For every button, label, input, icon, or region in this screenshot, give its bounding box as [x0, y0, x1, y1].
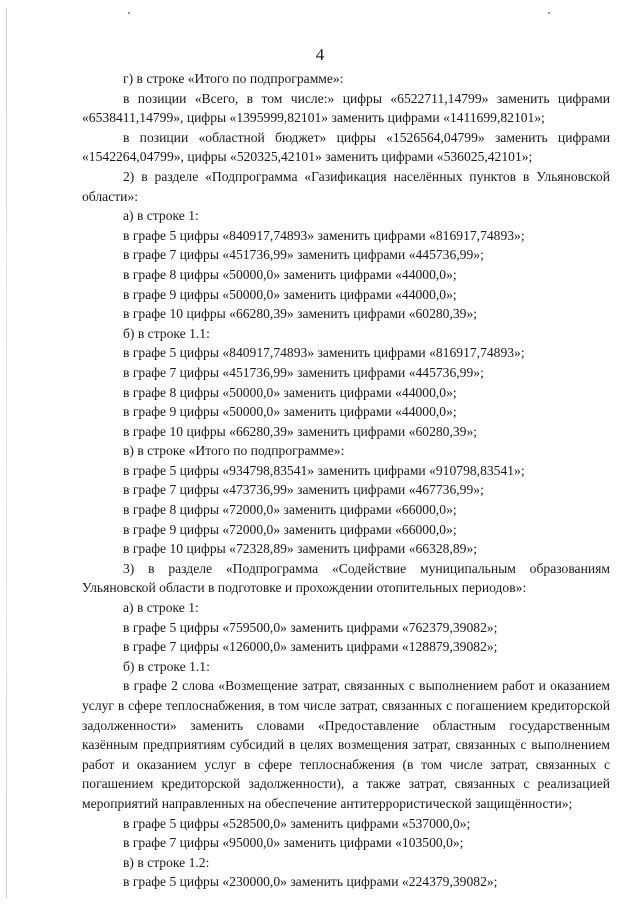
paragraph: в графе 9 цифры «50000,0» заменить цифрами «44000,0»; [123, 286, 457, 302]
paragraph: в графе 7 цифры «95000,0» заменить цифрами «103500,0»; [123, 835, 464, 851]
paragraph: в позиции «Всего, в том числе:» цифры «6522711,14799» заменить цифрами «6538411,14799», цифры «1395999,82101» заменить цифрами «1411699,82101»; [82, 90, 610, 126]
paragraph: в графе 10 цифры «72328,89» заменить цифрами «66328,89»; [123, 541, 478, 557]
paragraph: в графе 5 цифры «934798,83541» заменить цифрами «910798,83541»; [123, 462, 525, 478]
paragraph: в графе 5 цифры «840917,74893» заменить цифрами «816917,74893»; [123, 345, 525, 361]
paragraph: в графе 10 цифры «66280,39» заменить цифрами «60280,39»; [123, 423, 478, 439]
paragraph: а) в строке 1: [123, 600, 199, 616]
paragraph: г) в строке «Итого по подпрограмме»: [123, 71, 344, 86]
paragraph: в графе 8 цифры «72000,0» заменить цифрами «66000,0»; [123, 502, 457, 518]
paragraph: в графе 9 цифры «72000,0» заменить цифрами «66000,0»; [123, 521, 457, 537]
left-margin-rule [6, 8, 7, 898]
paragraph: в графе 7 цифры «473736,99» заменить цифрами «467736,99»; [123, 482, 484, 498]
paragraph: в графе 5 цифры «528500,0» заменить цифрами «537000,0»; [123, 815, 471, 831]
document-body [82, 69, 610, 892]
paragraph: 3) в разделе «Подпрограмма «Содействие муниципальным образованиям Ульяновской области в подготовке и прохождении отопительных периодов»: [82, 560, 610, 596]
paragraph: б) в строке 1.1: [123, 658, 210, 674]
paragraph: в графе 10 цифры «66280,39» заменить цифрами «60280,39»; [123, 306, 478, 322]
paragraph: в) в строке 1.2: [123, 854, 210, 870]
paragraph: в графе 5 цифры «230000,0» заменить цифрами «224379,39082»; [123, 874, 498, 890]
paragraph: в графе 7 цифры «126000,0» заменить цифрами «128879,39082»; [123, 639, 498, 655]
paragraph: в графе 7 цифры «451736,99» заменить цифрами «445736,99»; [123, 364, 484, 380]
scan-speck [548, 12, 550, 14]
paragraph: в графе 8 цифры «50000,0» заменить цифрами «44000,0»; [123, 266, 457, 282]
paragraph: в графе 9 цифры «50000,0» заменить цифрами «44000,0»; [123, 404, 457, 420]
paragraph: а) в строке 1: [123, 208, 199, 224]
paragraph: в графе 5 цифры «759500,0» заменить цифрами «762379,39082»; [123, 619, 498, 635]
paragraph: в позиции «областной бюджет» цифры «1526564,04799» заменить цифрами «1542264,04799», цифры «520325,42101» заменить цифрами «536025,42101»; [82, 129, 610, 165]
paragraph: в графе 7 цифры «451736,99» заменить цифрами «445736,99»; [123, 247, 484, 263]
paragraph: б) в строке 1.1: [123, 325, 210, 341]
paragraph: 2) в разделе «Подпрограмма «Газификация населённых пунктов в Ульяновской области»: [82, 168, 610, 204]
paragraph: в графе 5 цифры «840917,74893» заменить цифрами «816917,74893»; [123, 227, 525, 243]
paragraph: в) в строке «Итого по подпрограмме»: [123, 443, 345, 459]
paragraph: в графе 2 слова «Возмещение затрат, связанных с выполнением работ и оказанием услуг в сфере теплоснабжения, в том числе затрат, связанных с погашением кредиторской задолженности» заменить словами «Предоставление областным государственным казённым предприятиям субсидий в целях возмещения затрат, связанных с выполнением работ и оказанием услуг в сфере теплоснабжения (в том числе затрат, связанных с погашением кредиторской задолженности), а также затрат, связанных с реализацией мероприятий направленных на обеспечение антитеррористической защищённости»; [82, 678, 610, 811]
scan-speck [128, 12, 130, 14]
page-number: 4 [315, 45, 325, 64]
paragraph: в графе 8 цифры «50000,0» заменить цифрами «44000,0»; [123, 384, 457, 400]
